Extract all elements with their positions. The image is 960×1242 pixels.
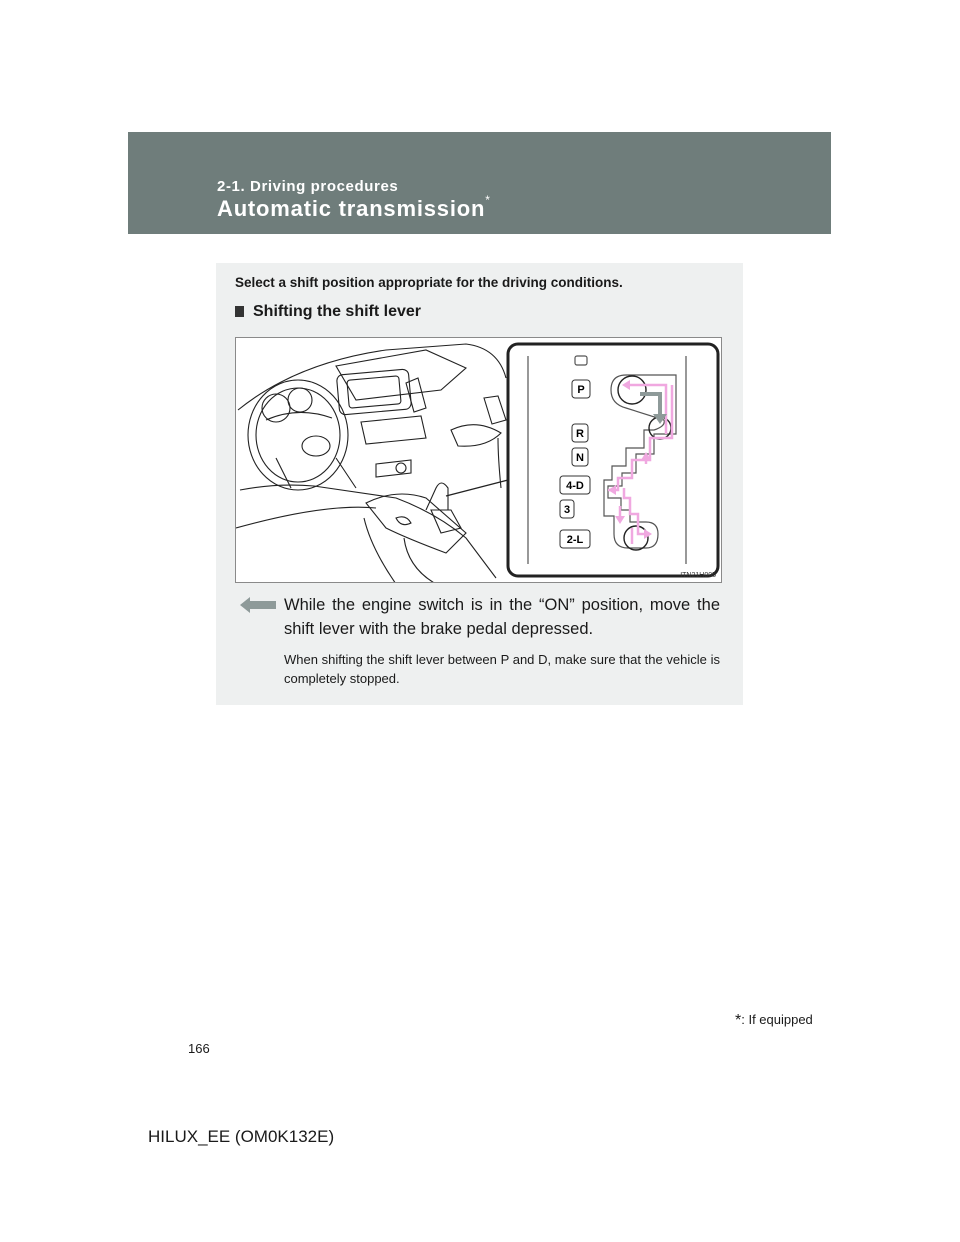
section-header [128, 132, 831, 234]
section-label: 2-1. Driving procedures [217, 178, 399, 195]
gate-label-r: R [576, 428, 584, 440]
gate-label-p: P [577, 384, 585, 396]
shift-lever-figure [235, 337, 722, 583]
footnote-text: : If equipped [741, 1012, 813, 1027]
intro-text: Select a shift position appropriate for the driving conditions. [235, 275, 623, 290]
subheading-label: Shifting the shift lever [253, 303, 422, 320]
left-arrow-icon [238, 596, 278, 614]
subheading [235, 303, 421, 321]
title-mark: * [485, 192, 491, 207]
gate-label-4d: 4-D [566, 480, 584, 492]
gate-label-2l: 2-L [566, 534, 584, 546]
illustration [236, 338, 722, 583]
footnote-mark: * [735, 1012, 742, 1029]
title-text: Automatic transmission [217, 196, 486, 221]
note-text: When shifting the shift lever between P and D, make sure that the vehicle is completely stopped. [284, 652, 720, 686]
page-title [217, 192, 491, 222]
footnote [735, 1012, 813, 1030]
figure-code: ITN21H005 [680, 572, 716, 579]
dashboard-drawing [236, 344, 506, 583]
content-panel [216, 263, 743, 705]
gate-label-3: 3 [563, 504, 571, 516]
instruction-text: While the engine switch is in the “ON” position, move the shift lever with the brake pedal depressed. [284, 596, 720, 638]
square-bullet-icon [235, 306, 244, 317]
gate-label-n: N [576, 452, 584, 464]
document-id: HILUX_EE (OM0K132E) [148, 1127, 335, 1146]
page-number: 166 [188, 1041, 210, 1056]
